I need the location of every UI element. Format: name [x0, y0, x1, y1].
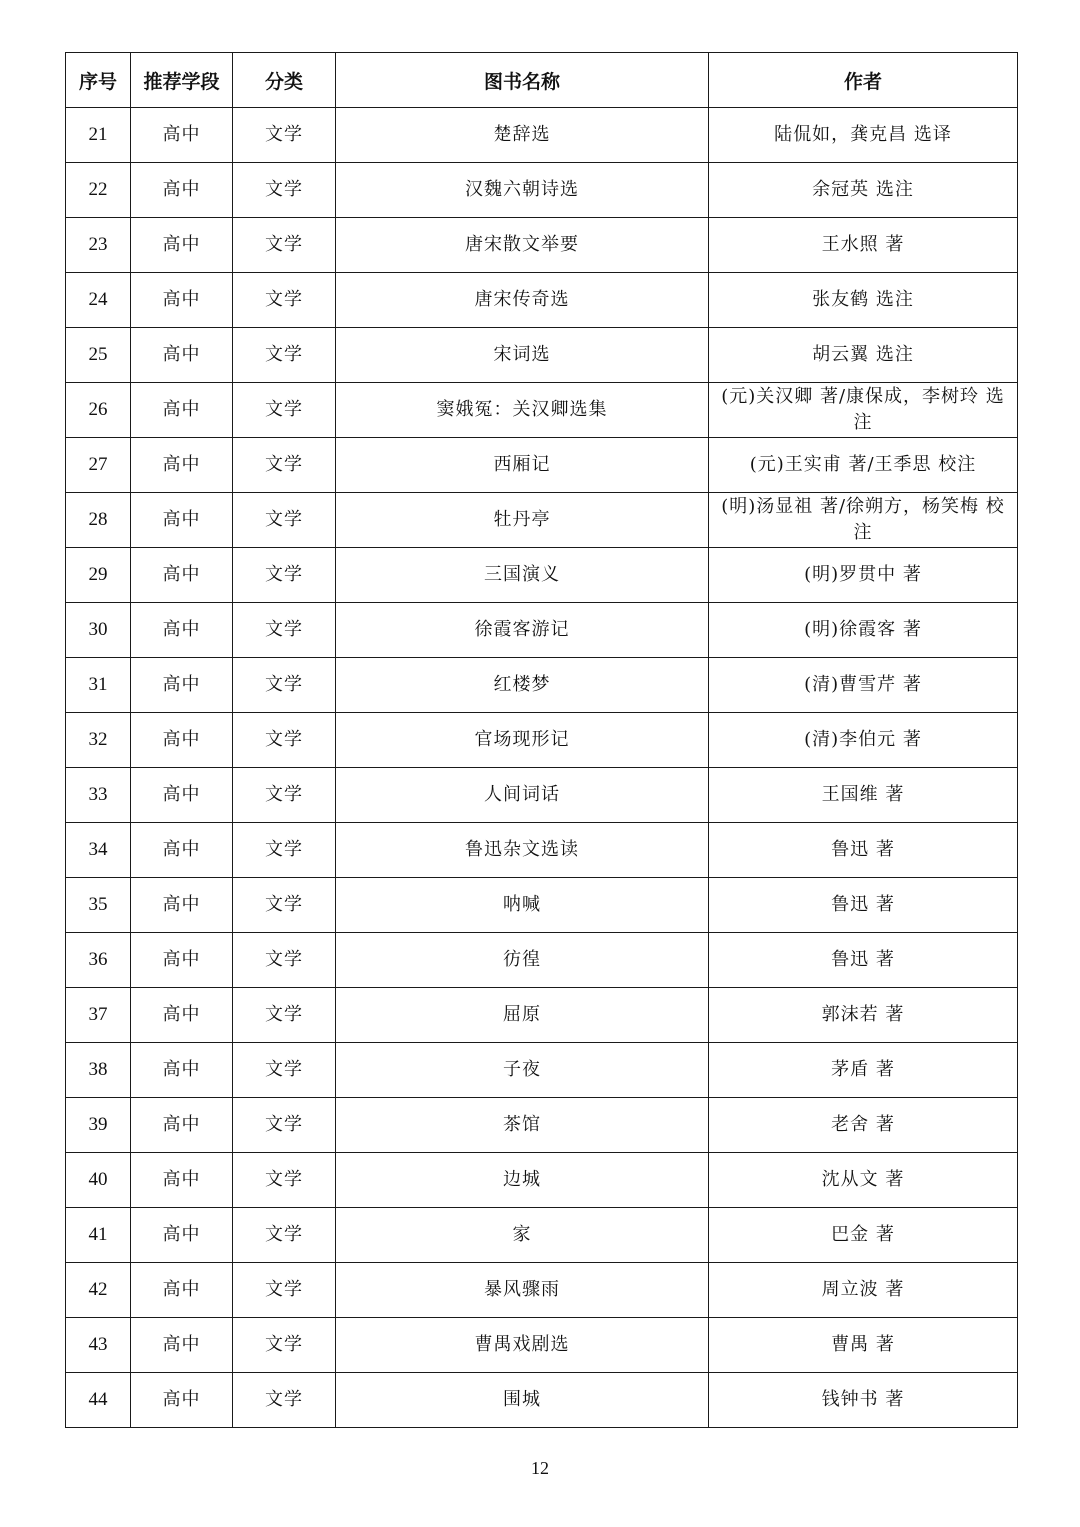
table-row [66, 1098, 1018, 1153]
row-index: 43 [66, 1318, 131, 1373]
row-author: 鲁迅 著 [709, 878, 1018, 933]
table-row [66, 768, 1018, 823]
row-stage: 高中 [131, 108, 233, 163]
header-title: 图书名称 [336, 53, 709, 108]
row-author: (元)王实甫 著/王季思 校注 [709, 438, 1018, 493]
row-index: 33 [66, 768, 131, 823]
row-stage: 高中 [131, 1263, 233, 1318]
table-row [66, 273, 1018, 328]
row-book-title: 牡丹亭 [336, 493, 709, 548]
row-book-title: 唐宋传奇选 [336, 273, 709, 328]
header-row [66, 53, 1018, 108]
table-row [66, 108, 1018, 163]
row-book-title: 徐霞客游记 [336, 603, 709, 658]
row-book-title: 暴风骤雨 [336, 1263, 709, 1318]
row-stage: 高中 [131, 493, 233, 548]
row-book-title: 红楼梦 [336, 658, 709, 713]
page-number: 12 [531, 1458, 549, 1478]
row-stage: 高中 [131, 878, 233, 933]
row-category: 文学 [233, 548, 336, 603]
table-row [66, 603, 1018, 658]
row-author: 鲁迅 著 [709, 823, 1018, 878]
row-index: 41 [66, 1208, 131, 1263]
row-book-title: 曹禺戏剧选 [336, 1318, 709, 1373]
row-book-title: 汉魏六朝诗选 [336, 163, 709, 218]
table-row [66, 163, 1018, 218]
row-index: 38 [66, 1043, 131, 1098]
book-list-table [65, 52, 1018, 1428]
row-author: 余冠英 选注 [709, 163, 1018, 218]
row-author: 郭沫若 著 [709, 988, 1018, 1043]
row-category: 文学 [233, 988, 336, 1043]
table-row [66, 328, 1018, 383]
row-index: 40 [66, 1153, 131, 1208]
row-stage: 高中 [131, 1318, 233, 1373]
row-index: 34 [66, 823, 131, 878]
row-book-title: 茶馆 [336, 1098, 709, 1153]
row-book-title: 子夜 [336, 1043, 709, 1098]
row-author: (明)汤显祖 著/徐朔方，杨笑梅 校注 [709, 493, 1018, 548]
row-stage: 高中 [131, 713, 233, 768]
table-row [66, 438, 1018, 493]
row-book-title: 鲁迅杂文选读 [336, 823, 709, 878]
table-row [66, 933, 1018, 988]
row-index: 31 [66, 658, 131, 713]
row-book-title: 宋词选 [336, 328, 709, 383]
row-author: 老舍 著 [709, 1098, 1018, 1153]
table-row [66, 1263, 1018, 1318]
row-stage: 高中 [131, 383, 233, 438]
row-category: 文学 [233, 273, 336, 328]
row-index: 32 [66, 713, 131, 768]
row-category: 文学 [233, 493, 336, 548]
row-author: (清)李伯元 著 [709, 713, 1018, 768]
row-stage: 高中 [131, 1098, 233, 1153]
row-index: 42 [66, 1263, 131, 1318]
row-index: 25 [66, 328, 131, 383]
table-row [66, 1043, 1018, 1098]
row-index: 21 [66, 108, 131, 163]
row-index: 26 [66, 383, 131, 438]
row-author: 沈从文 著 [709, 1153, 1018, 1208]
row-category: 文学 [233, 878, 336, 933]
row-book-title: 唐宋散文举要 [336, 218, 709, 273]
row-index: 30 [66, 603, 131, 658]
row-author: 茅盾 著 [709, 1043, 1018, 1098]
row-author: (明)徐霞客 著 [709, 603, 1018, 658]
row-book-title: 围城 [336, 1373, 709, 1428]
row-author: 鲁迅 著 [709, 933, 1018, 988]
row-stage: 高中 [131, 1043, 233, 1098]
row-category: 文学 [233, 713, 336, 768]
row-stage: 高中 [131, 988, 233, 1043]
row-category: 文学 [233, 1098, 336, 1153]
row-index: 24 [66, 273, 131, 328]
row-stage: 高中 [131, 823, 233, 878]
row-book-title: 西厢记 [336, 438, 709, 493]
row-book-title: 官场现形记 [336, 713, 709, 768]
row-stage: 高中 [131, 1153, 233, 1208]
row-book-title: 人间词话 [336, 768, 709, 823]
row-category: 文学 [233, 933, 336, 988]
row-category: 文学 [233, 1373, 336, 1428]
row-stage: 高中 [131, 548, 233, 603]
row-author: 曹禺 著 [709, 1318, 1018, 1373]
row-author: 陆侃如，龚克昌 选译 [709, 108, 1018, 163]
table-row [66, 823, 1018, 878]
row-author: 王水照 著 [709, 218, 1018, 273]
table-row [66, 713, 1018, 768]
row-book-title: 屈原 [336, 988, 709, 1043]
row-author: 巴金 著 [709, 1208, 1018, 1263]
row-category: 文学 [233, 1208, 336, 1263]
row-category: 文学 [233, 603, 336, 658]
row-category: 文学 [233, 658, 336, 713]
table-row [66, 218, 1018, 273]
row-stage: 高中 [131, 1373, 233, 1428]
row-book-title: 家 [336, 1208, 709, 1263]
table-row [66, 493, 1018, 548]
row-stage: 高中 [131, 658, 233, 713]
row-index: 44 [66, 1373, 131, 1428]
row-book-title: 呐喊 [336, 878, 709, 933]
row-category: 文学 [233, 163, 336, 218]
header-author: 作者 [709, 53, 1018, 108]
row-stage: 高中 [131, 768, 233, 823]
table-row [66, 1318, 1018, 1373]
table-row [66, 988, 1018, 1043]
row-stage: 高中 [131, 1208, 233, 1263]
header-category: 分类 [233, 53, 336, 108]
row-book-title: 楚辞选 [336, 108, 709, 163]
row-category: 文学 [233, 108, 336, 163]
table-row [66, 383, 1018, 438]
row-index: 28 [66, 493, 131, 548]
table-body [66, 108, 1018, 1428]
row-book-title: 窦娥冤：关汉卿选集 [336, 383, 709, 438]
row-stage: 高中 [131, 438, 233, 493]
table-row [66, 878, 1018, 933]
row-stage: 高中 [131, 603, 233, 658]
row-category: 文学 [233, 1263, 336, 1318]
row-stage: 高中 [131, 163, 233, 218]
row-stage: 高中 [131, 933, 233, 988]
row-category: 文学 [233, 1043, 336, 1098]
row-category: 文学 [233, 218, 336, 273]
table-header [66, 53, 1018, 108]
row-stage: 高中 [131, 218, 233, 273]
row-index: 35 [66, 878, 131, 933]
row-author: (元)关汉卿 著/康保成，李树玲 选注 [709, 383, 1018, 438]
row-stage: 高中 [131, 328, 233, 383]
row-index: 39 [66, 1098, 131, 1153]
row-category: 文学 [233, 823, 336, 878]
row-book-title: 边城 [336, 1153, 709, 1208]
row-index: 37 [66, 988, 131, 1043]
row-index: 22 [66, 163, 131, 218]
row-category: 文学 [233, 438, 336, 493]
row-author: 胡云翼 选注 [709, 328, 1018, 383]
row-author: 钱钟书 著 [709, 1373, 1018, 1428]
table-row [66, 658, 1018, 713]
row-book-title: 三国演义 [336, 548, 709, 603]
row-category: 文学 [233, 1153, 336, 1208]
row-index: 27 [66, 438, 131, 493]
row-index: 36 [66, 933, 131, 988]
row-author: (明)罗贯中 著 [709, 548, 1018, 603]
row-category: 文学 [233, 1318, 336, 1373]
row-author: 周立波 著 [709, 1263, 1018, 1318]
table-row [66, 1208, 1018, 1263]
header-index: 序号 [66, 53, 131, 108]
row-index: 29 [66, 548, 131, 603]
row-index: 23 [66, 218, 131, 273]
row-author: 张友鹤 选注 [709, 273, 1018, 328]
row-author: 王国维 著 [709, 768, 1018, 823]
row-category: 文学 [233, 768, 336, 823]
row-book-title: 彷徨 [336, 933, 709, 988]
row-category: 文学 [233, 328, 336, 383]
row-stage: 高中 [131, 273, 233, 328]
table-row [66, 1373, 1018, 1428]
header-stage: 推荐学段 [131, 53, 233, 108]
row-author: (清)曹雪芹 著 [709, 658, 1018, 713]
table-row [66, 1153, 1018, 1208]
table-row [66, 548, 1018, 603]
row-category: 文学 [233, 383, 336, 438]
